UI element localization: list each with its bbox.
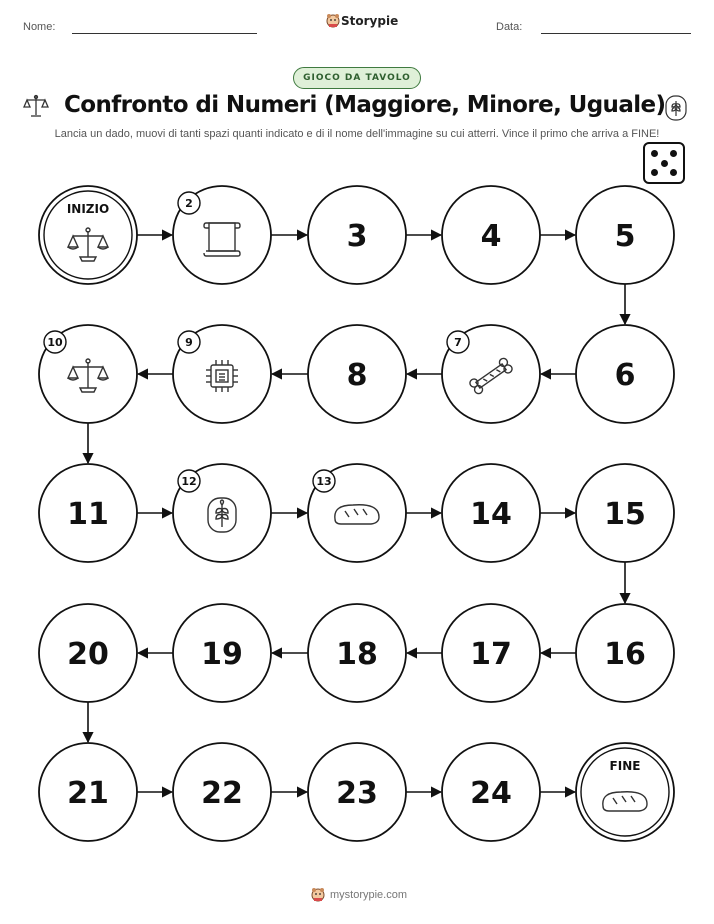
- bread-icon: [603, 792, 647, 811]
- space-number: 23: [336, 776, 378, 811]
- board-space-11: [39, 464, 137, 562]
- board-space-7: [442, 325, 540, 423]
- finish-label: FINE: [609, 759, 641, 773]
- board-space-5: [576, 186, 674, 284]
- space-number-badge: 7: [454, 336, 462, 349]
- board-space-10: [39, 325, 137, 423]
- instructions: Lancia un dado, muovi di tanti spazi quanti indicato e di il nome dell'immagine su cui atterri. Vince il primo che arriva a FINE!: [54, 128, 660, 140]
- space-number-badge: 12: [181, 475, 197, 488]
- space-number-badge: 10: [47, 336, 63, 349]
- brand-name: Storypie: [341, 14, 399, 28]
- board-space-22: [173, 743, 271, 841]
- board-space-6: [576, 325, 674, 423]
- space-number-badge: 13: [316, 475, 332, 488]
- board-space-9: [173, 325, 271, 423]
- board-space-14: [442, 464, 540, 562]
- footer-site: mystorypie.com: [330, 889, 408, 901]
- date-label: Data:: [496, 21, 523, 33]
- space-number: 17: [470, 637, 512, 672]
- board-space-21: [39, 743, 137, 841]
- board-space-2: [173, 186, 271, 284]
- space-number: 16: [604, 637, 646, 672]
- bread-icon: [335, 505, 379, 524]
- board-space-inizio: [39, 186, 137, 284]
- space-number: 11: [67, 497, 109, 532]
- space-number: 15: [604, 497, 646, 532]
- page-title: Confronto di Numeri (Maggiore, Minore, Uguale): [64, 92, 666, 118]
- start-label: INIZIO: [66, 202, 110, 216]
- space-number: 19: [201, 637, 243, 672]
- space-number: 14: [470, 497, 512, 532]
- space-number: 8: [346, 358, 368, 393]
- space-number: 24: [470, 776, 512, 811]
- board-space-13: [308, 464, 406, 562]
- space-number-badge: 2: [185, 197, 193, 210]
- board-space-3: [308, 186, 406, 284]
- name-label: Nome:: [23, 21, 56, 33]
- board-space-8: [308, 325, 406, 423]
- board-space-19: [173, 604, 271, 702]
- space-number: 6: [614, 358, 636, 393]
- board-space-fine: [576, 743, 674, 841]
- board-space-16: [576, 604, 674, 702]
- board-space-23: [308, 743, 406, 841]
- board-space-20: [39, 604, 137, 702]
- space-number: 3: [346, 219, 368, 254]
- space-number: 21: [67, 776, 109, 811]
- space-number: 5: [614, 219, 636, 254]
- space-number: 18: [336, 637, 378, 672]
- board-space-24: [442, 743, 540, 841]
- board-space-12: [173, 464, 271, 562]
- board-space-18: [308, 604, 406, 702]
- space-number: 20: [67, 637, 109, 672]
- board-space-15: [576, 464, 674, 562]
- category-badge: GIOCO DA TAVOLO: [293, 67, 421, 89]
- board-space-4: [442, 186, 540, 284]
- space-number: 22: [201, 776, 243, 811]
- storypie-footer-logo-icon: [311, 887, 325, 903]
- board-space-17: [442, 604, 540, 702]
- space-number-badge: 9: [185, 336, 193, 349]
- space-number: 4: [480, 219, 502, 254]
